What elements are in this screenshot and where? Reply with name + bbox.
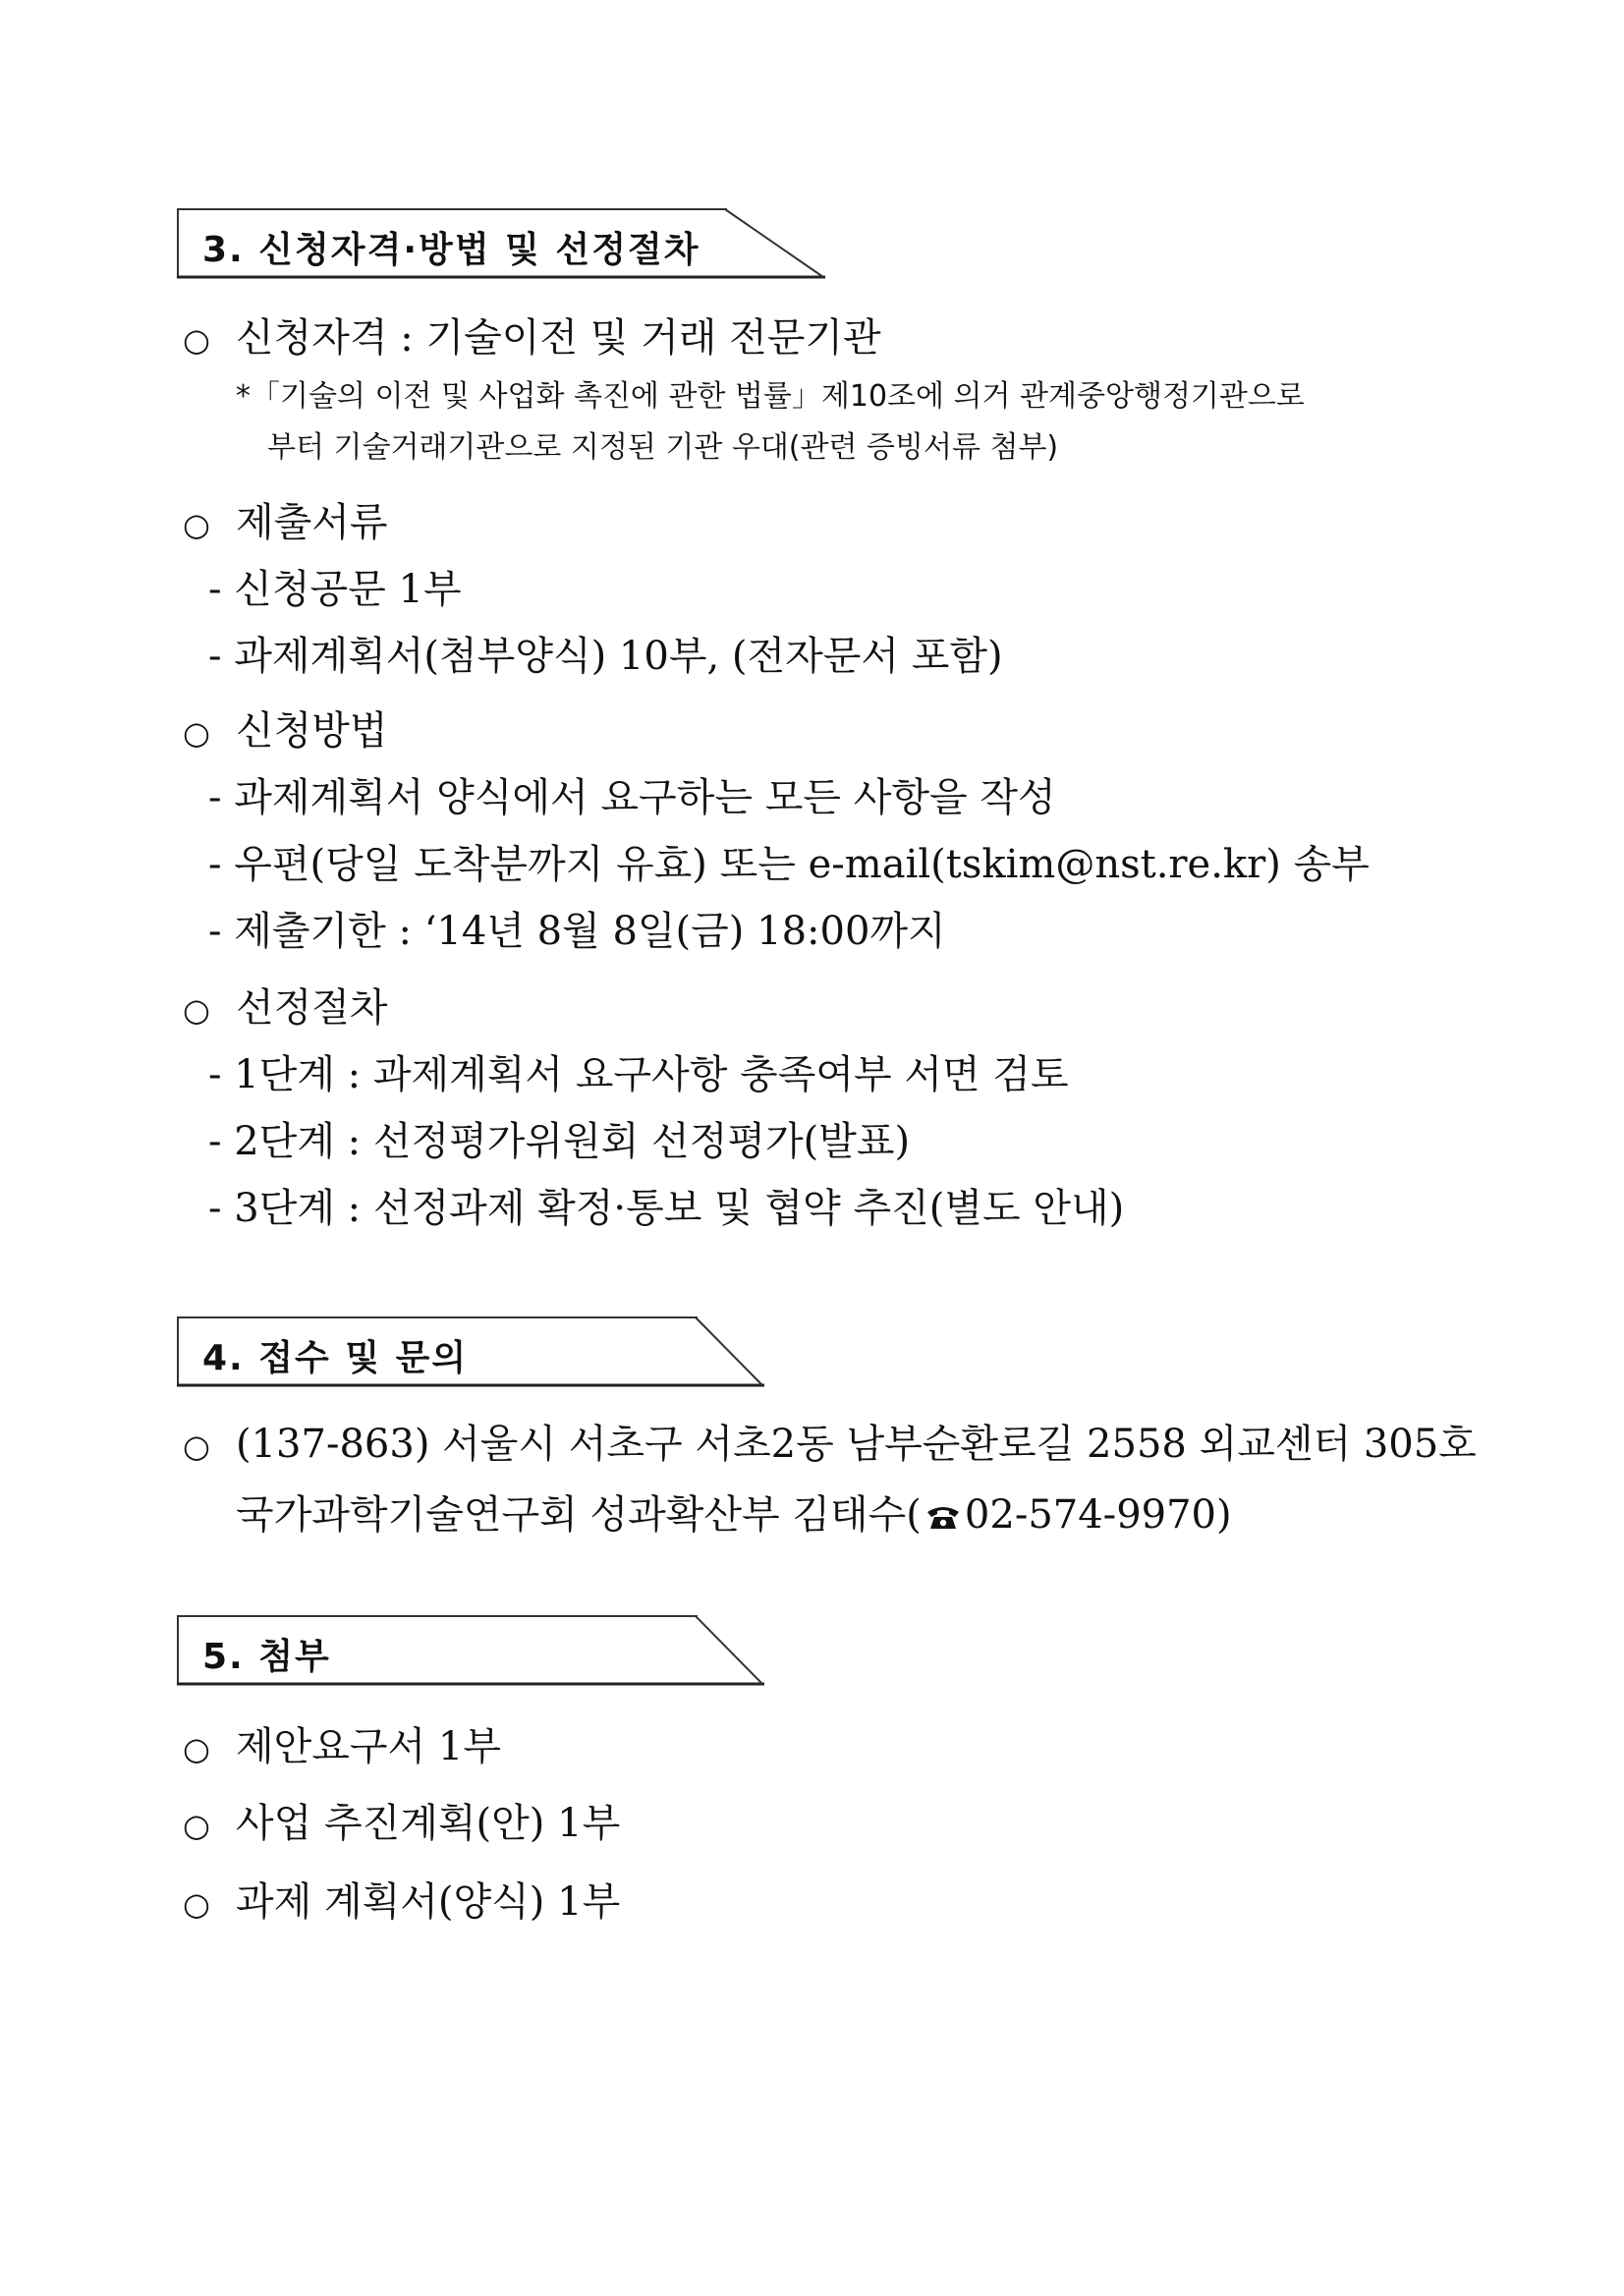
docs-item-1: - 신청공문 1부 <box>208 567 462 612</box>
procedure-step-1: - 1단계 : 과제계획서 요구사항 충족여부 서면 검토 <box>208 1052 1069 1097</box>
attachment-item-2: 사업 추진계획(안) 1부 <box>236 1801 621 1846</box>
phone-icon <box>925 1503 961 1531</box>
method-item-2: - 우편(당일 도착분까지 유효) 또는 e-mail(tskim@nst.re.kr) 송부 <box>208 842 1370 887</box>
contact-text: 국가과학기술연구회 성과확산부 김태수( <box>236 1492 922 1538</box>
procedure-step-2: - 2단계 : 선정평가위원회 선정평가(발표) <box>208 1119 911 1164</box>
section-5-title: 5. 첨부 <box>202 1637 331 1677</box>
attachment-item-3: 과제 계획서(양식) 1부 <box>236 1879 621 1925</box>
docs-item-2: - 과제계획서(첨부양식) 10부, (전자문서 포함) <box>208 634 1003 679</box>
bullet-icon: ○ <box>183 506 210 543</box>
bullet-icon: ○ <box>183 1428 210 1465</box>
procedure-step-3: - 3단계 : 선정과제 확정·통보 및 협약 추진(별도 안내) <box>208 1186 1125 1231</box>
qualification-note-line-1: *「기술의 이전 및 사업화 촉진에 관한 법률」제10조에 의거 관계중앙행정기관으로 <box>236 379 1305 414</box>
bullet-icon: ○ <box>183 1730 210 1767</box>
phone-number: 02-574-9970) <box>964 1492 1232 1538</box>
bullet-icon: ○ <box>183 1807 210 1844</box>
method-title: 신청방법 <box>236 708 388 754</box>
contact-line <box>236 1491 1232 1539</box>
attachment-item-1: 제안요구서 1부 <box>236 1724 502 1769</box>
bullet-icon: ○ <box>183 714 210 752</box>
procedure-title: 선정절차 <box>236 985 388 1031</box>
docs-title: 제출서류 <box>236 500 388 545</box>
section-3-header <box>177 208 825 279</box>
qualification-note-line-2: 부터 기술거래기관으로 지정된 기관 우대(관련 증빙서류 첨부) <box>267 430 1059 465</box>
section-3-title: 3. 신청자격·방법 및 선정절차 <box>202 230 700 270</box>
section-4-title: 4. 접수 및 문의 <box>202 1338 469 1378</box>
qualification-text: 신청자격 : 기술이전 및 거래 전문기관 <box>236 315 881 361</box>
section-4-header <box>177 1316 764 1387</box>
bullet-icon: ○ <box>183 321 210 359</box>
method-item-1: - 과제계획서 양식에서 요구하는 모든 사항을 작성 <box>208 775 1056 820</box>
address-text: (137-863) 서울시 서초구 서초2동 남부순환로길 2558 외교센터 305호 <box>236 1422 1477 1467</box>
bullet-icon: ○ <box>183 1885 210 1923</box>
method-item-3: - 제출기한 : ‘14년 8월 8일(금) 18:00까지 <box>208 909 946 954</box>
section-5-header <box>177 1615 764 1686</box>
bullet-icon: ○ <box>183 991 210 1029</box>
